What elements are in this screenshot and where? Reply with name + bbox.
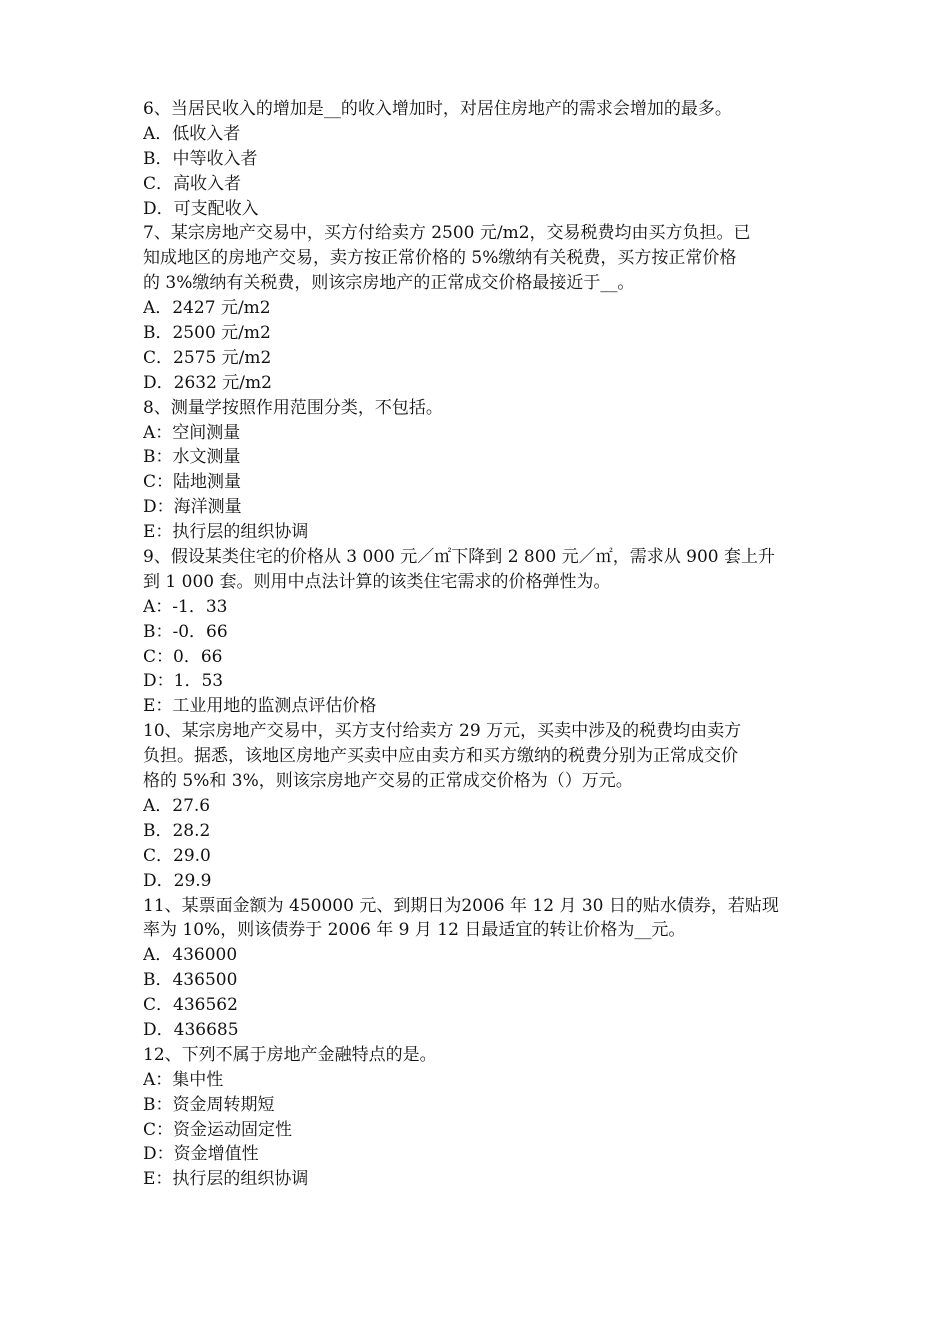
option-c: C．29.0 [143,845,211,866]
option-c: C：0．66 [143,646,223,667]
question-text: 7、某宗房地产交易中，买方付给卖方 2500 元/m2，交易税费均由买方负担。已 [143,223,751,244]
option-c: C：资金运动固定性 [143,1119,293,1140]
question-text: 11、某票面金额为 450000 元、到期日为2006 年 12 月 30 日的贴水债券，若贴现 [143,895,779,916]
question-text: 的 3%缴纳有关税费，则该宗房地产的正常成交价格最接近于__。 [143,273,635,294]
question-text: 12、下列不属于房地产金融特点的是。 [143,1044,437,1065]
option-c: C．2575 元/m2 [143,347,272,368]
option-b: B．436500 [143,970,238,991]
option-b: B．中等收入者 [143,148,258,169]
option-b: B：-0．66 [143,621,228,642]
document-page [143,97,810,1192]
option-b: B．2500 元/m2 [143,323,271,344]
option-d: D．436685 [143,1019,239,1040]
option-a: A：-1．33 [143,596,228,617]
question-text: 9、假设某类住宅的价格从 3 000 元／㎡下降到 2 800 元／㎡，需求从 900 套上升 [143,547,776,568]
question-11 [143,894,810,1043]
option-e: E：执行层的组织协调 [143,522,309,543]
question-text: 10、某宗房地产交易中，买方支付给卖方 29 万元，买卖中涉及的税费均由卖方 [143,721,742,742]
option-c: C．高收入者 [143,173,242,194]
option-d: D：资金增值性 [143,1144,259,1165]
option-c: C．436562 [143,995,238,1016]
option-d: D．可支配收入 [143,198,259,219]
option-e: E：工业用地的监测点评估价格 [143,696,377,717]
question-text: 6、当居民收入的增加是__的收入增加时，对居住房地产的需求会增加的最多。 [143,99,732,119]
option-d: D：海洋测量 [143,497,242,518]
option-a: A：集中性 [143,1069,224,1090]
question-12 [143,1043,810,1192]
option-d: D．2632 元/m2 [143,372,272,393]
question-text: 负担。据悉，该地区房地产买卖中应由卖方和买方缴纳的税费分别为正常成交价 [143,746,738,767]
question-text: 知成地区的房地产交易，卖方按正常价格的 5%缴纳有关税费，买方按正常价格 [143,248,737,269]
question-7 [143,221,810,395]
question-text: 格的 5%和 3%，则该宗房地产交易的正常成交价格为（）万元。 [143,771,633,792]
question-9 [143,545,810,719]
option-d: D．29.9 [143,870,212,891]
question-text: 率为 10%，则该债券于 2006 年 9 月 12 日最适宜的转让价格为__元。 [143,920,686,941]
question-text: 到 1 000 套。则用中点法计算的该类住宅需求的价格弹性为。 [143,571,611,592]
option-e: E：执行层的组织协调 [143,1169,309,1190]
option-a: A．27.6 [143,795,211,816]
option-a: A：空间测量 [143,422,241,443]
question-text: 8、测量学按照作用范围分类，不包括。 [143,397,443,418]
option-c: C：陆地测量 [143,472,242,493]
option-a: A．2427 元/m2 [143,298,271,319]
option-a: A．低收入者 [143,123,241,144]
option-b: B：资金周转期短 [143,1094,275,1115]
option-b: B．28.2 [143,820,211,841]
option-a: A．436000 [143,945,238,966]
option-b: B：水文测量 [143,447,241,468]
question-10 [143,719,810,893]
question-6 [143,97,810,221]
question-8 [143,396,810,545]
option-d: D：1．53 [143,671,224,692]
